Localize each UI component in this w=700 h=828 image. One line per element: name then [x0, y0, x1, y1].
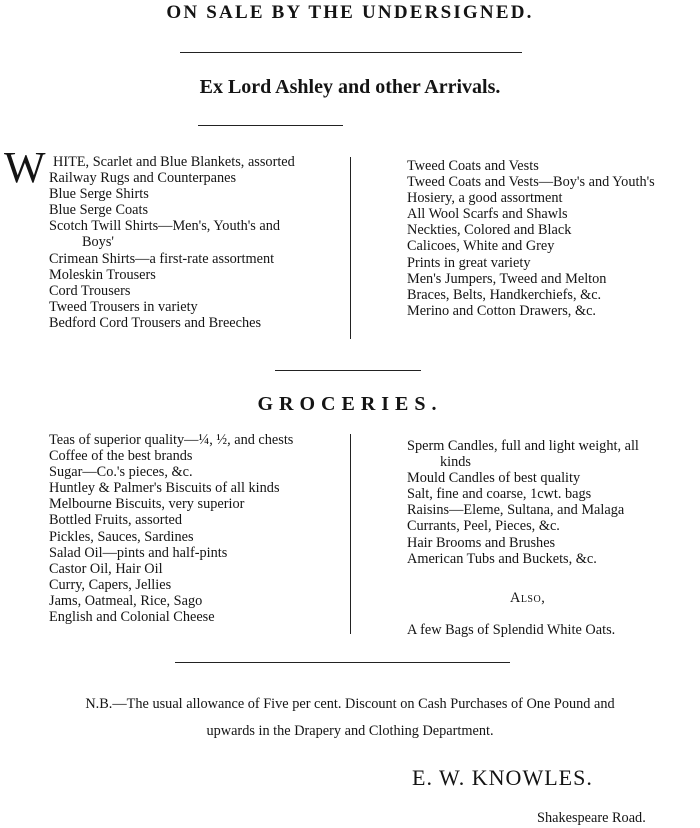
list-item: Currants, Peel, Pieces, &c. [407, 518, 560, 535]
list-item: Railway Rugs and Counterpanes [49, 170, 237, 187]
page-title: ON SALE BY THE UNDERSIGNED. [166, 2, 534, 23]
list-item: Sugar—Co.'s pieces, &c. [49, 464, 193, 481]
list-item: Cord Trousers [49, 282, 131, 299]
list-item: Hair Brooms and Brushes [407, 534, 556, 551]
list-item: Coffee of the best brands [49, 448, 193, 465]
also-label: Also, [510, 590, 546, 606]
list-item: Bedford Cord Trousers and Breeches [49, 314, 262, 331]
list-item: Tweed Coats and Vests—Boy's and Youth's [407, 174, 655, 191]
divider [275, 370, 421, 371]
list-item: Scotch Twill Shirts—Men's, Youth's and [49, 218, 281, 235]
list-item: Mould Candles of best quality [407, 470, 581, 487]
divider [198, 125, 343, 126]
list-item: Blue Serge Shirts [49, 186, 149, 203]
list-item: Tweed Coats and Vests [407, 158, 539, 174]
list-item: Tweed Trousers in variety [49, 298, 198, 315]
list-item: Blue Serge Coats [49, 202, 149, 219]
list-item: Neckties, Colored and Black [407, 222, 572, 239]
groceries-right-column [407, 438, 639, 567]
nb-note-line2: upwards in the Drapery and Clothing Department. [206, 723, 494, 739]
column-divider [350, 434, 351, 634]
list-item: Hosiery, a good assortment [407, 190, 563, 207]
subtitle: Ex Lord Ashley and other Arrivals. [199, 76, 501, 98]
list-item: Boys' [82, 234, 114, 251]
list-item: Bottled Fruits, assorted [49, 512, 183, 529]
list-item: Huntley & Palmer's Biscuits of all kinds [49, 480, 280, 497]
list-item: HITE, Scarlet and Blue Blankets, assorted [53, 154, 295, 170]
address: Shakespeare Road. [537, 810, 646, 826]
list-item: Castor Oil, Hair Oil [49, 560, 163, 577]
list-item: English and Colonial Cheese [49, 609, 215, 626]
clothing-right-column [407, 158, 655, 319]
list-item: Calicoes, White and Grey [407, 238, 555, 255]
list-item: Men's Jumpers, Tweed and Melton [407, 270, 607, 287]
list-item: Melbourne Biscuits, very superior [49, 496, 245, 513]
list-item: American Tubs and Buckets, &c. [407, 550, 597, 567]
drop-cap: W [4, 143, 46, 192]
list-item: Prints in great variety [407, 254, 531, 271]
list-item: Teas of superior quality—¼, ½, and chests [49, 432, 294, 448]
groceries-left-column [49, 432, 293, 625]
list-item: Braces, Belts, Handkerchiefs, &c. [407, 286, 602, 303]
list-item: Salad Oil—pints and half-pints [49, 544, 228, 561]
list-item: Crimean Shirts—a first-rate assortment [49, 250, 275, 267]
list-item: Moleskin Trousers [49, 266, 156, 283]
list-item: kinds [440, 454, 471, 471]
list-item: Salt, fine and coarse, 1cwt. bags [407, 486, 592, 503]
list-item: Merino and Cotton Drawers, &c. [407, 302, 596, 319]
list-item: Raisins—Eleme, Sultana, and Malaga [407, 502, 625, 519]
column-divider [350, 157, 351, 339]
nb-note-line1: N.B.—The usual allowance of Five per cent. Discount on Cash Purchases of One Pound and [85, 696, 615, 712]
list-item: All Wool Scarfs and Shawls [407, 206, 568, 223]
list-item: Pickles, Sauces, Sardines [49, 528, 194, 545]
signature: E. W. KNOWLES. [412, 765, 593, 790]
list-item: Curry, Capers, Jellies [49, 576, 172, 593]
section-heading: GROCERIES. [257, 393, 443, 415]
divider [175, 662, 510, 663]
list-item: Jams, Oatmeal, Rice, Sago [49, 592, 203, 609]
divider [180, 52, 522, 53]
oats-line: A few Bags of Splendid White Oats. [407, 622, 616, 638]
list-item: Sperm Candles, full and light weight, all [407, 438, 639, 454]
clothing-left-column [49, 154, 295, 331]
